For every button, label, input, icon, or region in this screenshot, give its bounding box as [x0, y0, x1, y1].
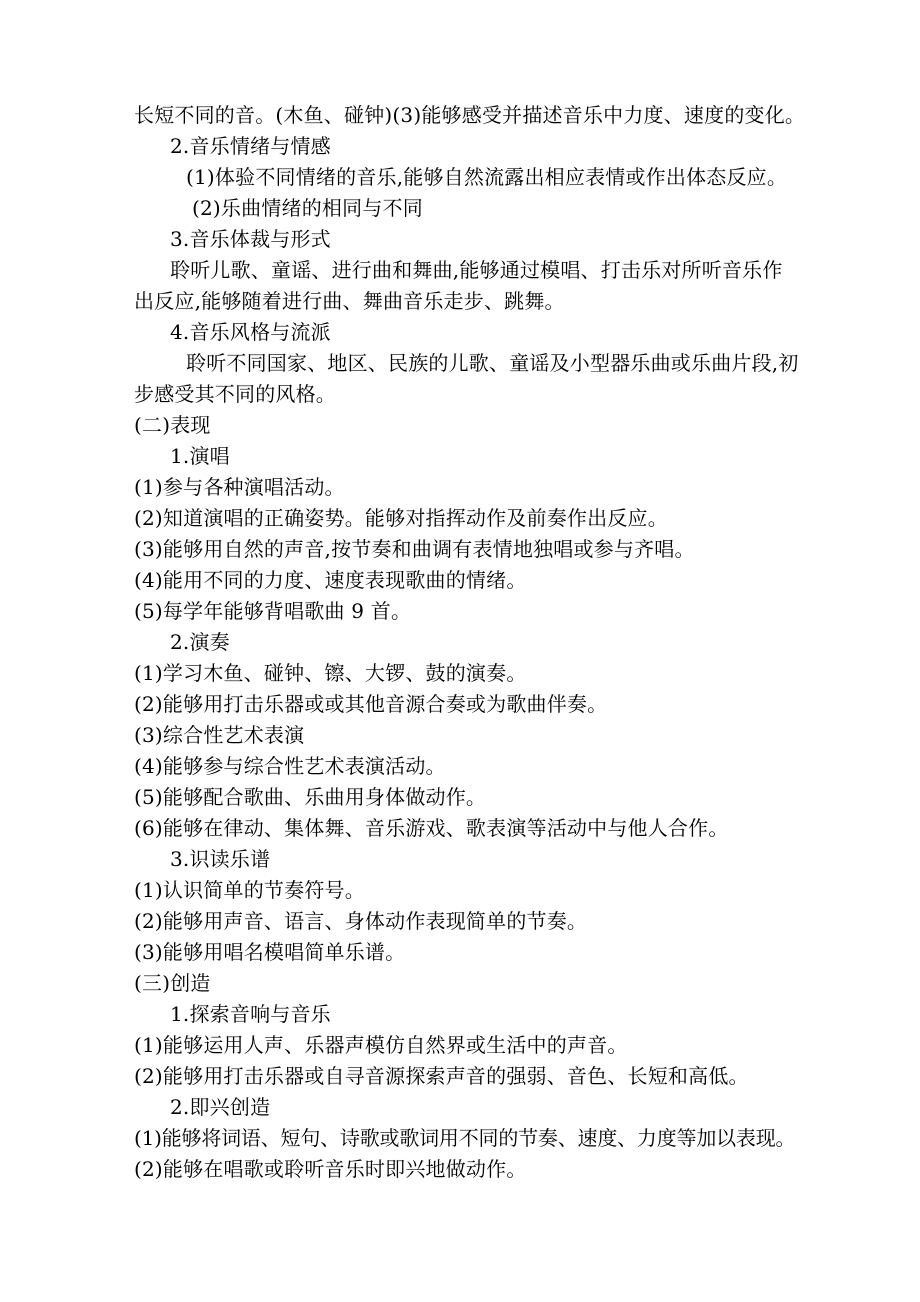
paragraph-line: 聆听不同国家、地区、民族的儿歌、童谣及小型器乐曲或乐曲片段,初	[186, 351, 799, 375]
list-item: (2)能够用打击乐器或自寻音源探索声音的强弱、音色、长短和高低。	[134, 1064, 749, 1088]
list-item: (4)能够参与综合性艺术表演活动。	[134, 754, 446, 778]
document-body	[0, 100, 920, 1185]
text-line: (1)体验不同情绪的音乐,能够自然流露出相应表情或作出体态反应。	[186, 165, 788, 189]
section-heading: 4.音乐风格与流派	[170, 320, 331, 344]
section-heading: 3.音乐体裁与形式	[170, 227, 331, 251]
list-item: (2)知道演唱的正确姿势。能够对指挥动作及前奏作出反应。	[134, 506, 668, 530]
list-item: (5)每学年能够背唱歌曲 9 首。	[134, 599, 412, 623]
section-heading: 1.探索音响与音乐	[170, 1002, 331, 1026]
section-heading: 2.即兴创造	[170, 1095, 271, 1119]
list-item: (6)能够在律动、集体舞、音乐游戏、歌表演等活动中与他人合作。	[134, 816, 729, 840]
list-item: (2)能够在唱歌或聆听音乐时即兴地做动作。	[134, 1157, 527, 1181]
list-item: (4)能用不同的力度、速度表现歌曲的情绪。	[134, 568, 527, 592]
text-line: 长短不同的音。(木鱼、碰钟)(3)能够感受并描述音乐中力度、速度的变化。	[134, 103, 806, 127]
chapter-heading: (二)表现	[134, 413, 211, 437]
list-item: (3)能够用唱名模唱简单乐谱。	[134, 940, 406, 964]
paragraph-line: 出反应,能够随着进行曲、舞曲音乐走步、跳舞。	[134, 289, 565, 313]
paragraph-line: 聆听儿歌、童谣、进行曲和舞曲,能够通过模唱、打击乐对所听音乐作	[170, 258, 783, 282]
list-item: (1)能够运用人声、乐器声模仿自然界或生活中的声音。	[134, 1033, 628, 1057]
list-item: (2)能够用打击乐器或或其他音源合奏或为歌曲伴奏。	[134, 692, 608, 716]
chapter-heading: (三)创造	[134, 971, 211, 995]
list-item: (1)能够将词语、短句、诗歌或歌词用不同的节奏、速度、力度等加以表现。	[134, 1126, 796, 1150]
section-heading: 2.音乐情绪与情感	[170, 134, 331, 158]
list-item: (3)综合性艺术表演	[134, 723, 305, 747]
list-item: (5)能够配合歌曲、乐曲用身体做动作。	[134, 785, 487, 809]
section-heading: 2.演奏	[170, 630, 230, 654]
list-item: (1)学习木鱼、碰钟、镲、大锣、鼓的演奏。	[134, 661, 527, 685]
text-line: (2)乐曲情绪的相同与不同	[192, 196, 423, 220]
section-heading: 3.识读乐谱	[170, 847, 271, 871]
paragraph-line: 步感受其不同的风格。	[134, 382, 336, 406]
section-heading: 1.演唱	[170, 444, 230, 468]
list-item: (3)能够用自然的声音,按节奏和曲调有表情地独唱或参与齐唱。	[134, 537, 695, 561]
list-item: (1)认识简单的节奏符号。	[134, 878, 365, 902]
list-item: (1)参与各种演唱活动。	[134, 475, 345, 499]
list-item: (2)能够用声音、语言、身体动作表现简单的节奏。	[134, 909, 588, 933]
